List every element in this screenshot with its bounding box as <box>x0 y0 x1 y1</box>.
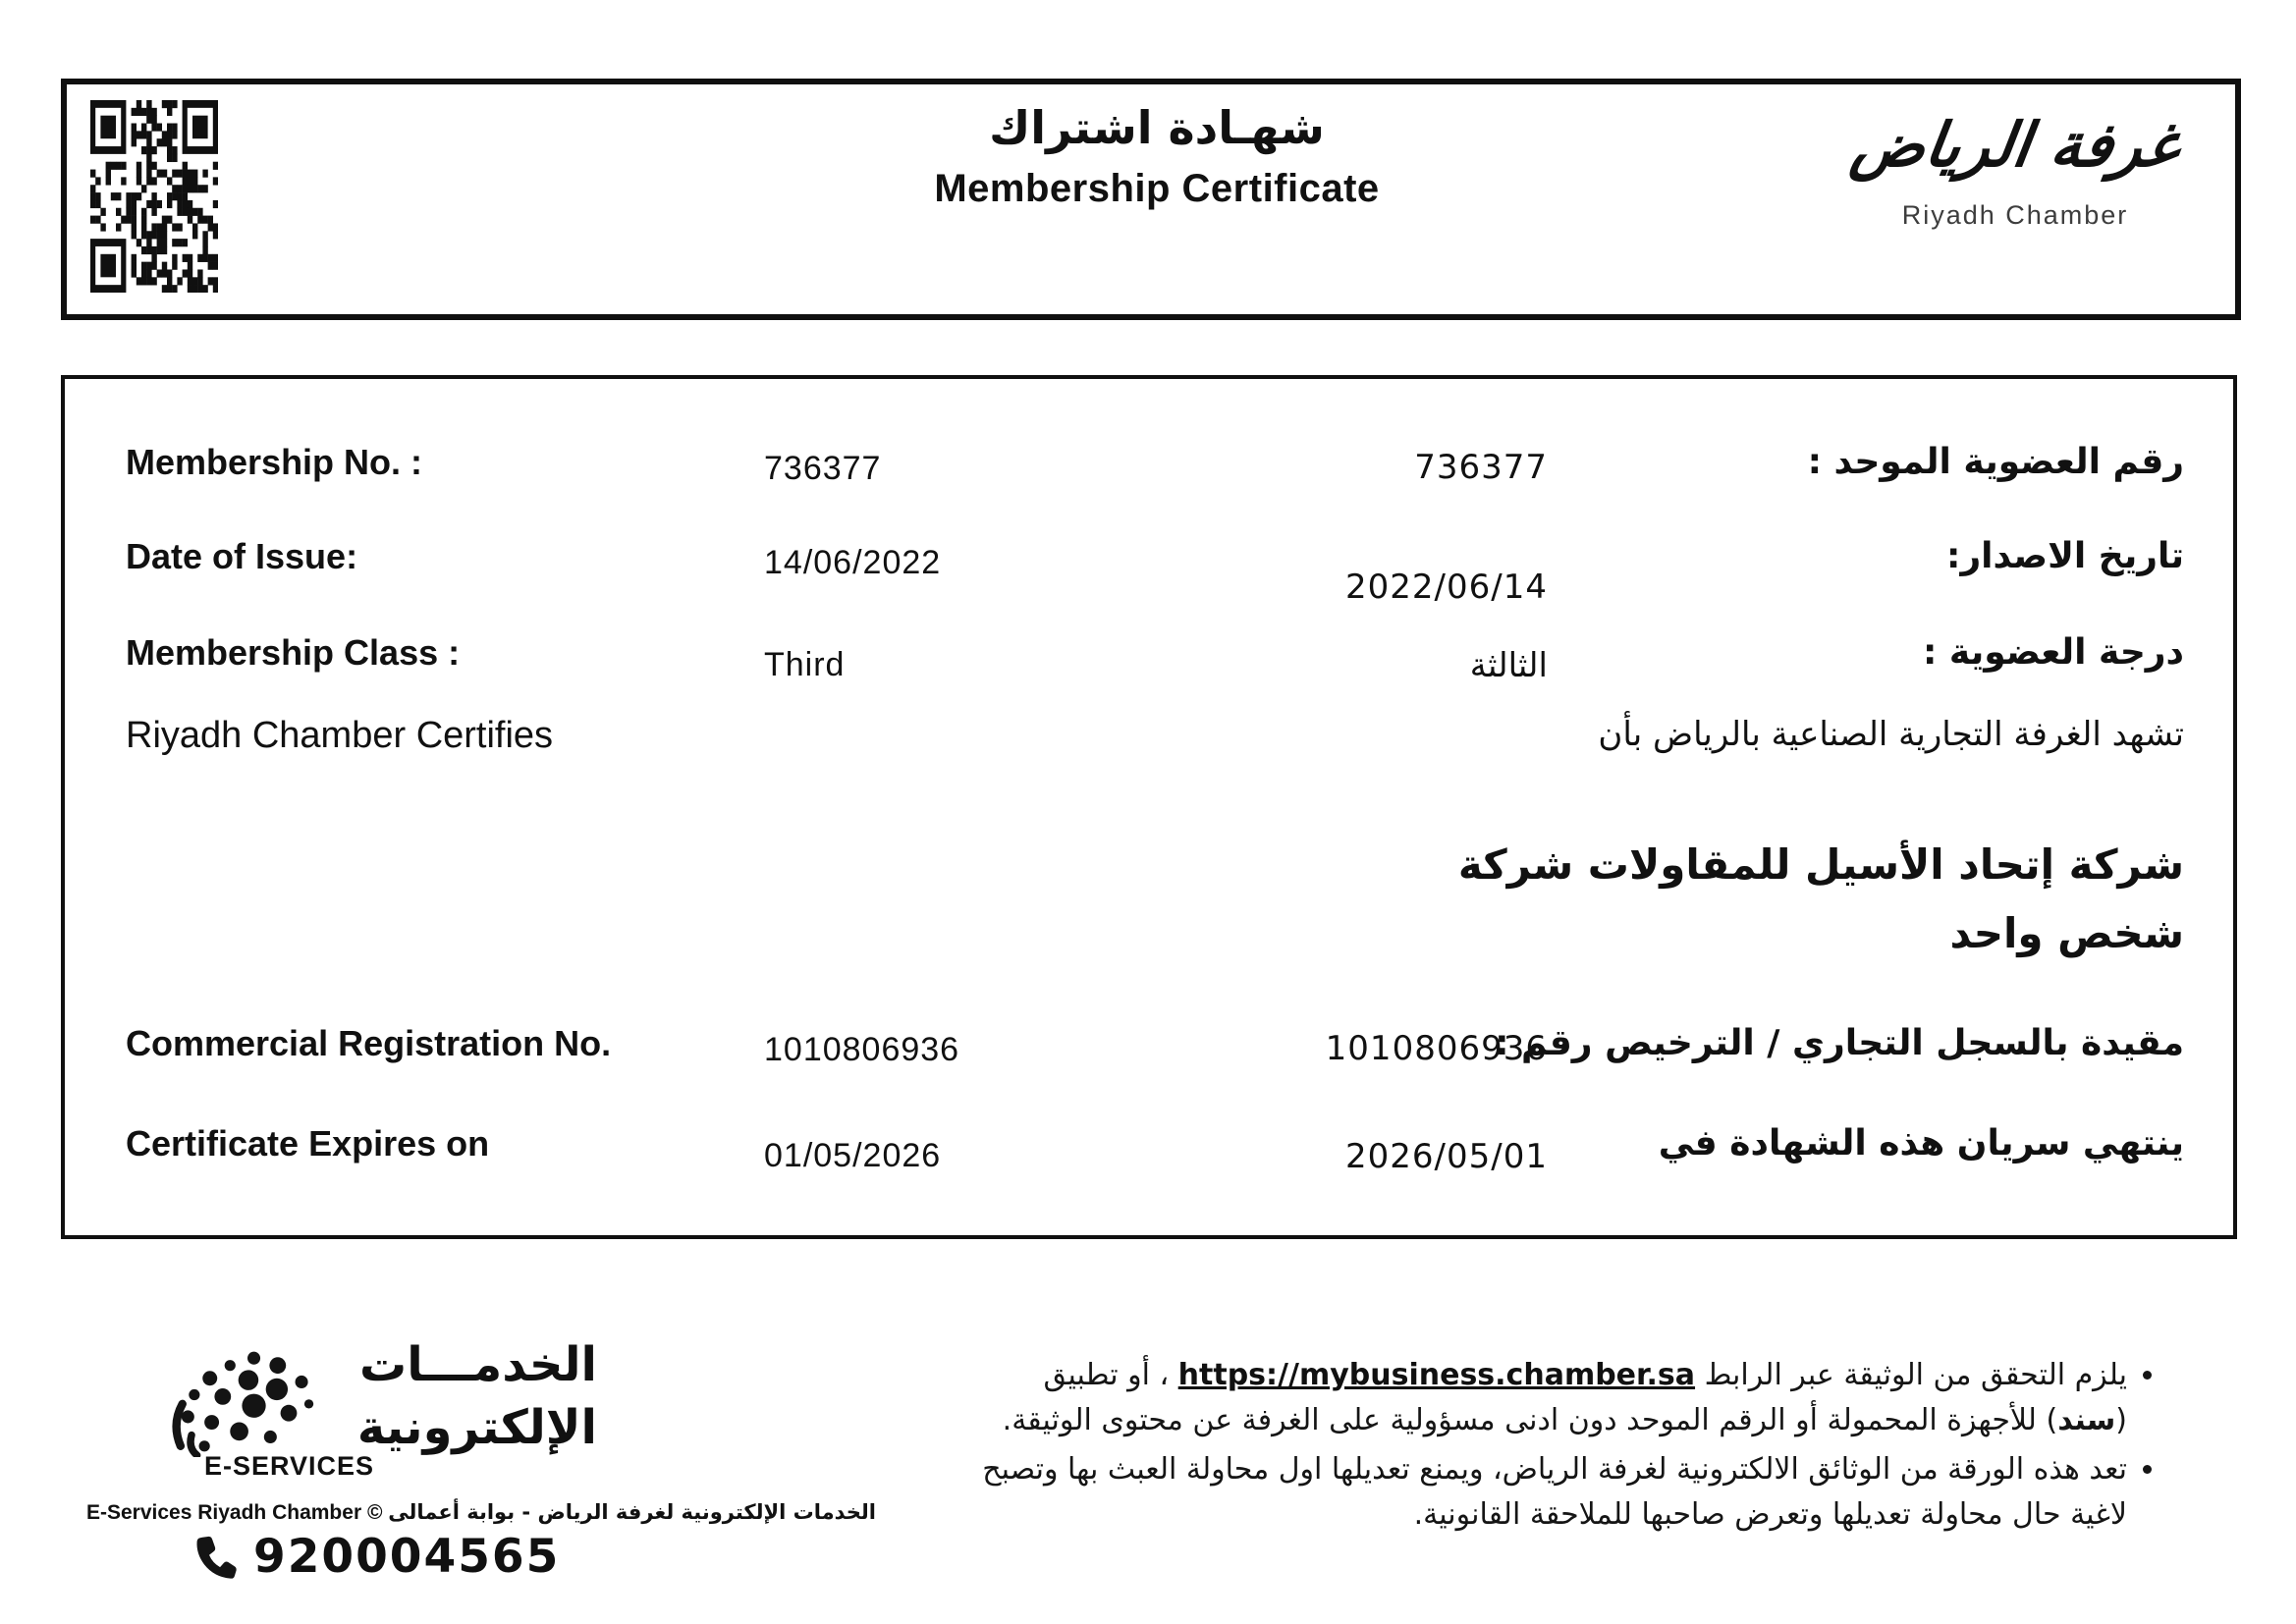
membership-no-label-ar: رقم العضوية الموحد : <box>1807 442 2184 482</box>
membership-class-value-ar: الثالثة <box>1469 646 1548 685</box>
date-of-issue-value-en: 14/06/2022 <box>764 544 942 581</box>
date-of-issue-value-ar: 2022/06/14 <box>1345 568 1548 607</box>
eservices-brand-ar-line2: الإلكترونية <box>356 1400 597 1455</box>
legal-notes <box>958 1353 2170 1542</box>
certificate-body <box>61 375 2237 1239</box>
note-verification-part2: ، أو تطبيق ( <box>1043 1358 2127 1437</box>
verification-url-link[interactable]: https://mybusiness.chamber.sa <box>1177 1358 1696 1392</box>
certifies-text-ar: تشهد الغرفة التجارية الصناعية بالرياض بأن <box>1598 715 2184 754</box>
note-tampering <box>958 1447 2127 1538</box>
company-name-line1: شركة إتحاد الأسيل للمقاولات شركة <box>1457 840 2184 889</box>
phone-row <box>192 1530 560 1584</box>
globe-dots-icon <box>169 1347 326 1457</box>
commercial-registration-value-en: 1010806936 <box>764 1031 960 1068</box>
eservices-brand-ar <box>356 1333 597 1459</box>
company-name-line2: شخص واحد <box>1949 909 2184 957</box>
eservices-caption-en: E-Services Riyadh Chamber © <box>86 1501 383 1524</box>
riyadh-chamber-calligraphy-icon: غرفة الرياض <box>1846 109 2184 181</box>
membership-no-label-en: Membership No. : <box>126 442 423 482</box>
expires-label-ar: ينتهي سريان هذه الشهادة في <box>1658 1123 2184 1164</box>
date-of-issue-label-en: Date of Issue: <box>126 536 358 576</box>
expires-value-ar: 2026/05/01 <box>1345 1137 1548 1176</box>
title-arabic: شهـادة اشتراك <box>989 101 1325 154</box>
commercial-registration-label-en: Commercial Registration No. <box>126 1023 612 1063</box>
eservices-brand-ar-line1: الخدمـــات <box>359 1337 597 1392</box>
company-name <box>1104 831 2184 968</box>
note-verification-part3: ) للأجهزة المحمولة أو الرقم الموحد دون ادنى مسؤولية على الغرفة عن محتوى الوثيقة. <box>1002 1403 2058 1437</box>
eservices-caption-ar: الخدمات الإلكترونية لغرفة الرياض - بوابة أعمالى <box>388 1500 876 1524</box>
expires-value-en: 01/05/2026 <box>764 1137 942 1174</box>
note-verification-part1: يلزم التحقق من الوثيقة عبر الرابط <box>1695 1358 2127 1392</box>
expires-label-en: Certificate Expires on <box>126 1123 490 1164</box>
commercial-registration-label-ar: مقيدة بالسجل التجاري / الترخيص رقم : <box>1495 1023 2184 1063</box>
membership-no-value-en: 736377 <box>764 450 882 487</box>
eservices-caption <box>86 1500 876 1525</box>
membership-no-value-ar: 736377 <box>1414 448 1548 487</box>
note-verification <box>958 1353 2127 1443</box>
riyadh-chamber-caption: Riyadh Chamber <box>1901 200 2129 230</box>
membership-class-label-ar: درجة العضوية : <box>1922 632 2184 673</box>
eservices-brand-en: E-SERVICES <box>204 1451 375 1481</box>
date-of-issue-label-ar: تاريخ الاصدار: <box>1946 536 2184 576</box>
title-english: Membership Certificate <box>934 167 1380 210</box>
phone-icon <box>192 1535 238 1580</box>
membership-class-value-en: Third <box>764 646 846 683</box>
riyadh-chamber-logo <box>1829 98 2202 231</box>
membership-class-label-en: Membership Class : <box>126 632 461 673</box>
note-tampering-text: تعد هذه الورقة من الوثائق الالكترونية لغرفة الرياض، ويمنع تعديلها اول محاولة العبث بها وتصبح لاغية حال محاولة تعديلها وتعرض صاحبها للملاحقة القانونية. <box>982 1452 2127 1532</box>
certificate-title <box>715 94 1599 216</box>
certifies-text-en: Riyadh Chamber Certifies <box>126 715 554 756</box>
qr-code-icon <box>90 100 218 293</box>
note-verification-app-name: سند <box>2057 1403 2116 1437</box>
header-box <box>61 79 2241 320</box>
phone-number: 920004565 <box>253 1530 561 1584</box>
commercial-registration-value-ar: 1010806936 <box>1325 1029 1548 1068</box>
